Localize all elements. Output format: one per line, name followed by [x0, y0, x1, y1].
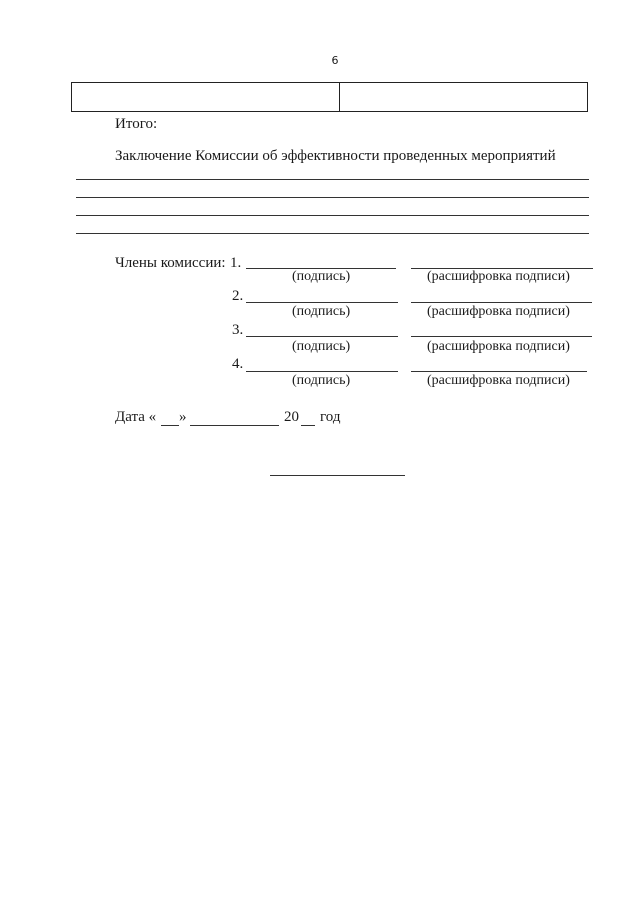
signature-line[interactable] [246, 371, 398, 372]
member-number: 2. [232, 288, 244, 304]
conclusion-line-4[interactable] [76, 233, 589, 234]
signature-line[interactable] [246, 302, 398, 303]
conclusion-line-2[interactable] [76, 197, 589, 198]
date-month-line[interactable] [190, 425, 279, 426]
signature-line[interactable] [246, 336, 398, 337]
date-day-line[interactable] [161, 425, 179, 426]
date-year-line[interactable] [301, 425, 315, 426]
date-year-prefix: 20 [284, 409, 299, 425]
decode-caption: (расшифровка подписи) [427, 373, 570, 388]
total-label: Итого: [115, 116, 158, 132]
signature-caption: (подпись) [292, 304, 351, 319]
member-number: 3. [232, 322, 244, 338]
table-cell [340, 83, 587, 111]
members-label: Члены комиссии: [115, 255, 226, 271]
page-number: 6 [331, 54, 339, 67]
conclusion-line-3[interactable] [76, 215, 589, 216]
signature-caption: (подпись) [292, 373, 351, 388]
conclusion-label: Заключение Комиссии об эффективности проведенных мероприятий [115, 148, 556, 164]
conclusion-line-1[interactable] [76, 179, 589, 180]
table-cell [72, 83, 340, 111]
date-prefix: Дата « [115, 409, 157, 425]
table-fragment [71, 82, 588, 112]
decode-caption: (расшифровка подписи) [427, 304, 570, 319]
member-number: 1. [230, 255, 242, 271]
closing-separator [270, 475, 405, 476]
signature-caption: (подпись) [292, 339, 351, 354]
member-number: 4. [232, 356, 244, 372]
decode-caption: (расшифровка подписи) [427, 339, 570, 354]
decode-caption: (расшифровка подписи) [427, 269, 570, 284]
decode-line[interactable] [411, 371, 587, 372]
date-quote-close: » [179, 409, 187, 425]
decode-line[interactable] [411, 302, 592, 303]
date-year-suffix: год [320, 409, 341, 425]
decode-line[interactable] [411, 336, 592, 337]
signature-caption: (подпись) [292, 269, 351, 284]
